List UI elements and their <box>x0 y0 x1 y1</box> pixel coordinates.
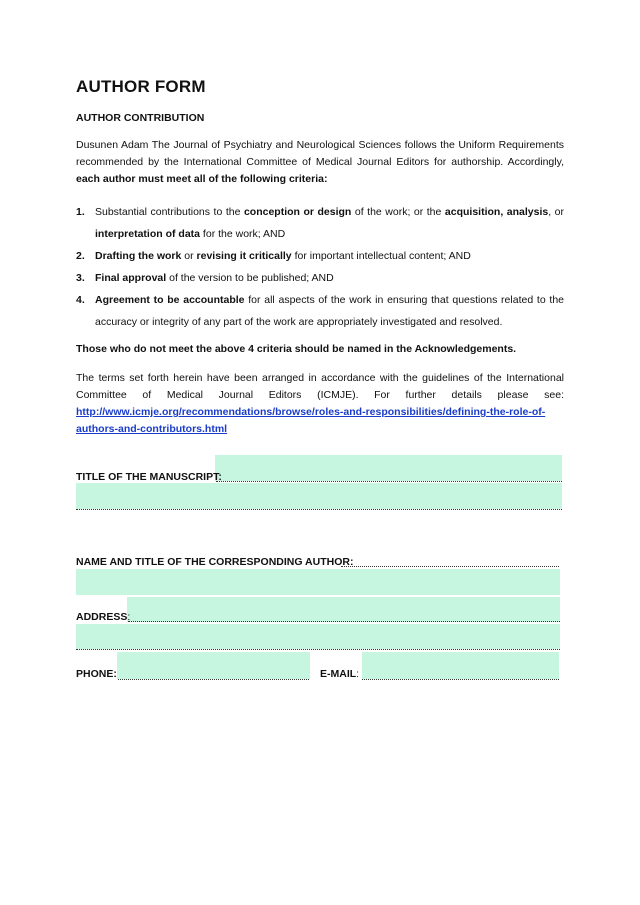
manuscript-title-field[interactable] <box>215 455 562 481</box>
criteria-text: for the work; AND <box>200 228 286 240</box>
criteria-text: for all aspects of the work in ensuring that questions related to the accuracy or integrity of any part of the work are appropriately investigated and resolved. <box>95 294 565 328</box>
manuscript-dotted-line-2 <box>76 509 562 510</box>
email-colon: : <box>356 668 360 680</box>
icmje-link[interactable]: http://www.icmje.org/recommendations/browse/roles-and-responsibilities/defining-the-role-of-authors-and-contributors.html <box>76 406 546 435</box>
criteria-item-3 <box>76 267 564 289</box>
intro-text: Dusunen Adam The Journal of Psychiatry and Neurological Sciences follows the Uniform Requirements recommended by the International Committee of Medical Journal Editors for authorship. Accordingly, <box>76 139 564 168</box>
address-field[interactable] <box>127 597 560 622</box>
criteria-bold: revising it critically <box>196 250 292 262</box>
criteria-item-4 <box>76 289 564 333</box>
criteria-bold: interpretation of data <box>95 228 201 240</box>
criteria-list <box>76 201 564 333</box>
address-dotted-line-2 <box>76 649 560 650</box>
criteria-bold: Agreement to be accountable <box>95 294 245 306</box>
criteria-bold: acquisition, analysis <box>444 206 549 218</box>
terms-paragraph <box>76 370 564 438</box>
phone-field[interactable] <box>117 652 310 679</box>
criteria-number: 3. <box>76 272 85 284</box>
criteria-number: 1. <box>76 206 85 218</box>
email-dotted-line <box>362 679 559 680</box>
criteria-bold: Final approval <box>95 272 167 284</box>
manuscript-dotted-line <box>216 481 562 482</box>
address-field-line-2[interactable] <box>76 624 560 649</box>
manuscript-title-label: TITLE OF THE MANUSCRIPT: <box>76 471 222 483</box>
section-heading: AUTHOR CONTRIBUTION <box>76 112 205 124</box>
criteria-text: Substantial contributions to the <box>95 206 244 218</box>
intro-bold-text: each author must meet all of the following criteria: <box>76 173 328 185</box>
criteria-item-2 <box>76 245 564 267</box>
criteria-text: for important intellectual content; AND <box>291 250 471 262</box>
address-dotted-line <box>128 621 560 622</box>
page-title: AUTHOR FORM <box>76 77 206 96</box>
criteria-number: 2. <box>76 250 85 262</box>
email-label-text: E-MAIL <box>320 668 357 680</box>
corresponding-author-field[interactable] <box>76 569 560 595</box>
address-label-text: ADDRESS <box>76 611 128 623</box>
email-field[interactable] <box>362 652 559 679</box>
criteria-text: of the version to be published; AND <box>166 272 334 284</box>
address-label <box>76 611 130 623</box>
phone-dotted-line <box>118 679 309 680</box>
criteria-bold: Drafting the work <box>95 250 182 262</box>
email-label <box>320 668 359 680</box>
manuscript-title-field-line-2[interactable] <box>76 483 562 509</box>
criteria-text: or <box>181 250 197 262</box>
criteria-text: , or <box>548 206 564 218</box>
corresponding-author-label: NAME AND TITLE OF THE CORRESPONDING AUTHOR: <box>76 556 354 568</box>
criteria-bold: conception or design <box>243 206 352 218</box>
corresponding-dotted-line <box>341 566 559 567</box>
address-colon: : <box>127 611 131 623</box>
terms-text: The terms set forth herein have been arranged in accordance with the guidelines of the International Committee of Medical Journal Editors (ICMJE). For further details please see: <box>76 372 564 401</box>
phone-label: PHONE: <box>76 668 117 680</box>
criteria-item-1 <box>76 201 564 245</box>
acknowledgements-notice: Those who do not meet the above 4 criteria should be named in the Acknowledgements. <box>76 343 517 355</box>
intro-paragraph <box>76 137 564 188</box>
criteria-number: 4. <box>76 294 85 306</box>
criteria-text: of the work; or the <box>351 206 445 218</box>
